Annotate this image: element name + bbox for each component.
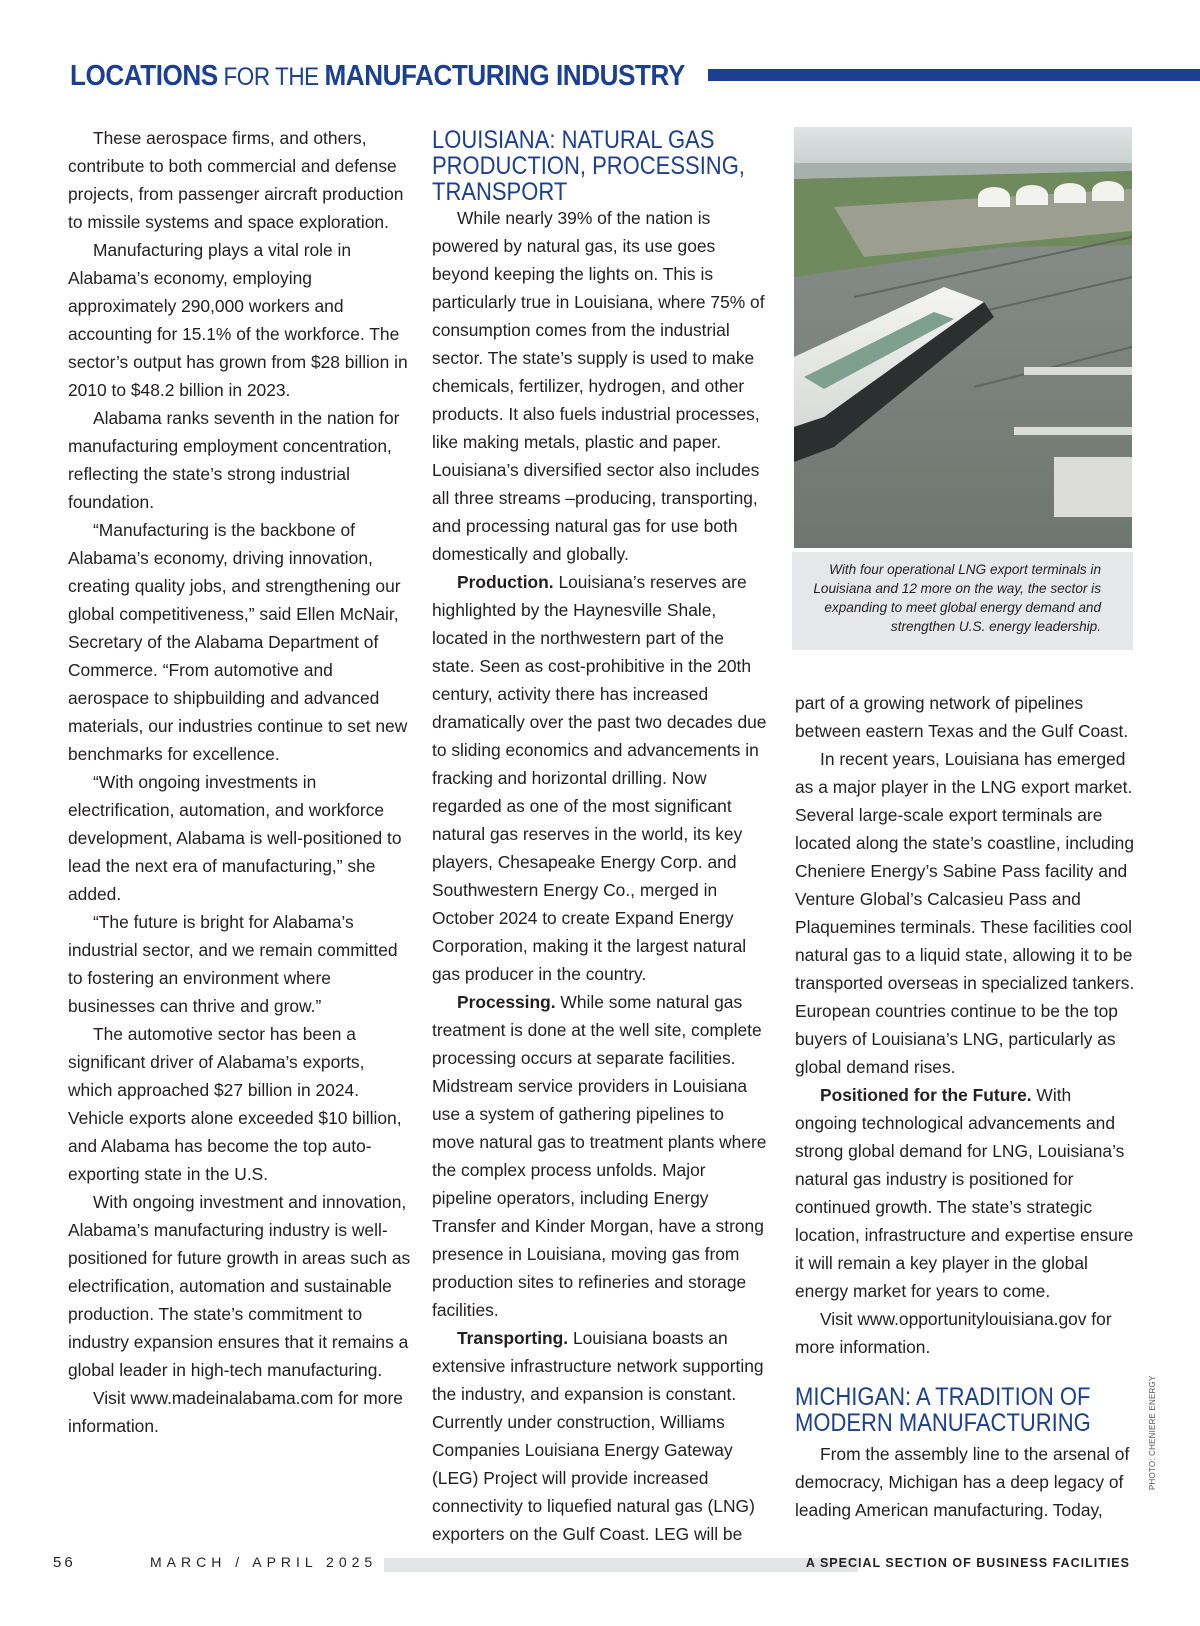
page-footer bbox=[0, 1552, 1200, 1576]
paragraph-future bbox=[795, 1081, 1135, 1305]
paragraph-visit-alabama: Visit www.madeinalabama.com for more information. bbox=[68, 1388, 403, 1436]
lead-future: Positioned for the Future. bbox=[820, 1085, 1032, 1105]
paragraph: The automotive sector has been a significant driver of Alabama’s exports, which approached $27 billion in 2024. Vehicle exports alone exceeded $10 billion, and Alabama has become the top auto-exporting state in the U.S. bbox=[68, 1024, 402, 1184]
paragraph-transporting bbox=[432, 1324, 770, 1548]
title-part-connector: FOR THE bbox=[217, 63, 325, 91]
paragraph-continued: part of a growing network of pipelines between eastern Texas and the Gulf Coast. bbox=[795, 693, 1129, 741]
paragraph-visit-louisiana: Visit www.opportunitylouisiana.gov for more information. bbox=[795, 1309, 1112, 1357]
lng-terminal-photo bbox=[794, 127, 1132, 548]
paragraph: “With ongoing investments in electrification, automation, and workforce development, Alabama is well-positioned to lead the next era of manufacturing,” she added. bbox=[68, 772, 402, 904]
photo-caption: With four operational LNG export terminals in Louisiana and 12 more on the way, the sector is expanding to meet global energy demand and strengthen U.S. energy leadership. bbox=[813, 562, 1101, 634]
paragraph: “Manufacturing is the backbone of Alabama’s economy, driving innovation, creating quality jobs, and strengthening our global competitiveness,” said Ellen McNair, Secretary of the Alabama Department of Commerce. “From automotive and aerospace to shipbuilding and advanced materials, our industries continue to set new benchmarks for excellence. bbox=[68, 520, 408, 764]
column-alabama bbox=[68, 124, 413, 1440]
paragraph-production bbox=[432, 568, 770, 988]
title-part-industry: MANUFACTURING INDUSTRY bbox=[324, 60, 685, 92]
louisiana-heading: LOUISIANA: NATURAL GAS PRODUCTION, PROCESSING, TRANSPORT bbox=[432, 126, 745, 206]
processing-body: While some natural gas treatment is done at the well site, complete processing occurs at separate facilities. Midstream service providers in Louisiana use a system of gathering pipelines to move natural gas to treatment plants where the complex process unfolds. Major pipeline operators, including Energy Transfer and Kinder Morgan, have a strong presence in Louisiana, moving gas from production sites to refineries and storage facilities. bbox=[432, 992, 767, 1320]
page-title bbox=[70, 56, 685, 97]
paragraph: Manufacturing plays a vital role in Alabama’s economy, employing approximately 290,000 workers and accounting for 15.1% of the workforce. The sector’s output has grown from $28 billion in 2010 to $48.2 billion in 2023. bbox=[68, 240, 408, 400]
paragraph-intro: While nearly 39% of the nation is powered by natural gas, its use goes beyond keeping the lights on. This is particularly true in Louisiana, where 75% of consumption comes from the industrial sector. The state’s supply is used to make chemicals, fertilizer, hydrogen, and other products. It also fuels industrial processes, like making metals, plastic and paper. Louisiana’s diversified sector also includes all three streams –producing, transporting, and processing natural gas for use both domestically and globally. bbox=[432, 208, 765, 564]
footer-bar bbox=[384, 1558, 858, 1572]
transporting-body: Louisiana boasts an extensive infrastructure network supporting the industry, and expansion is constant. Currently under construction, Williams Companies Louisiana Energy Gateway (LEG) Project will provide increased connectivity to liquefied natural gas (LNG) exporters on the Gulf Coast. LEG will be bbox=[432, 1328, 764, 1544]
production-body: Louisiana’s reserves are highlighted by the Haynesville Shale, located in the northwestern part of the state. Seen as cost-prohibitive in the 20th century, activity there has increased dramatically over the past two decades due to sliding economics and advancements in fracking and horizontal drilling. Now regarded as one of the most significant natural gas reserves in the world, its key players, Chesapeake Energy Corp. and Southwestern Energy Co., merged in October 2024 to create Expand Energy Corporation, making it the largest natural gas producer in the country. bbox=[432, 572, 767, 984]
page-header bbox=[70, 56, 1200, 96]
section-name: A SPECIAL SECTION OF BUSINESS FACILITIES bbox=[805, 1556, 1130, 1570]
title-part-locations: LOCATIONS bbox=[70, 60, 218, 92]
paragraph-processing bbox=[432, 988, 770, 1324]
future-body: With ongoing technological advancements and strong global demand for LNG, Louisiana’s natural gas industry is positioned for continued growth. The state’s strategic location, infrastructure and expertise ensure it will remain a key player in the global energy market for years to come. bbox=[795, 1085, 1134, 1301]
column-louisiana-continued bbox=[795, 689, 1135, 1361]
paragraph-lng-market: In recent years, Louisiana has emerged as a major player in the LNG export market. Several large-scale export terminals are located along the state’s coastline, including Cheniere Energy’s Sabine Pass facility and Venture Global’s Calcasieu Pass and Plaquemines terminals. These facilities cool natural gas to a liquid state, allowing it to be transported overseas in specialized tankers. European countries continue to be the top buyers of Louisiana’s LNG, particularly as global demand rises. bbox=[795, 749, 1135, 1077]
paragraph: With ongoing investment and innovation, Alabama’s manufacturing industry is well-positioned for future growth in areas such as electrification, automation and sustainable production. The state’s commitment to industry expansion ensures that it remains a global leader in high-tech manufacturing. bbox=[68, 1192, 411, 1380]
page-number: 56 bbox=[53, 1554, 76, 1571]
column-louisiana bbox=[432, 204, 770, 1548]
paragraph: Alabama ranks seventh in the nation for manufacturing employment concentration, reflecting the state’s strong industrial foundation. bbox=[68, 408, 400, 512]
paragraph: These aerospace firms, and others, contribute to both commercial and defense projects, from passenger aircraft production to missile systems and space exploration. bbox=[68, 128, 404, 232]
lng-photo-illustration bbox=[794, 127, 1132, 548]
photo-credit: PHOTO: CHENIERE ENERGY bbox=[1148, 1375, 1157, 1490]
header-rule bbox=[708, 69, 1200, 81]
lead-processing: Processing. bbox=[457, 992, 556, 1012]
issue-date: MARCH / APRIL 2025 bbox=[150, 1554, 378, 1570]
michigan-heading: MICHIGAN: A TRADITION OF MODERN MANUFACTURING bbox=[795, 1383, 1091, 1437]
paragraph: “The future is bright for Alabama’s industrial sector, and we remain committed to fostering an environment where businesses can thrive and grow.” bbox=[68, 912, 398, 1016]
sky-area bbox=[794, 127, 1132, 167]
lead-transporting: Transporting. bbox=[457, 1328, 569, 1348]
photo-caption-box bbox=[792, 552, 1133, 650]
column-michigan bbox=[795, 1440, 1135, 1524]
lead-production: Production. bbox=[457, 572, 554, 592]
paragraph-michigan-intro: From the assembly line to the arsenal of democracy, Michigan has a deep legacy of leading American manufacturing. Today, bbox=[795, 1444, 1130, 1520]
